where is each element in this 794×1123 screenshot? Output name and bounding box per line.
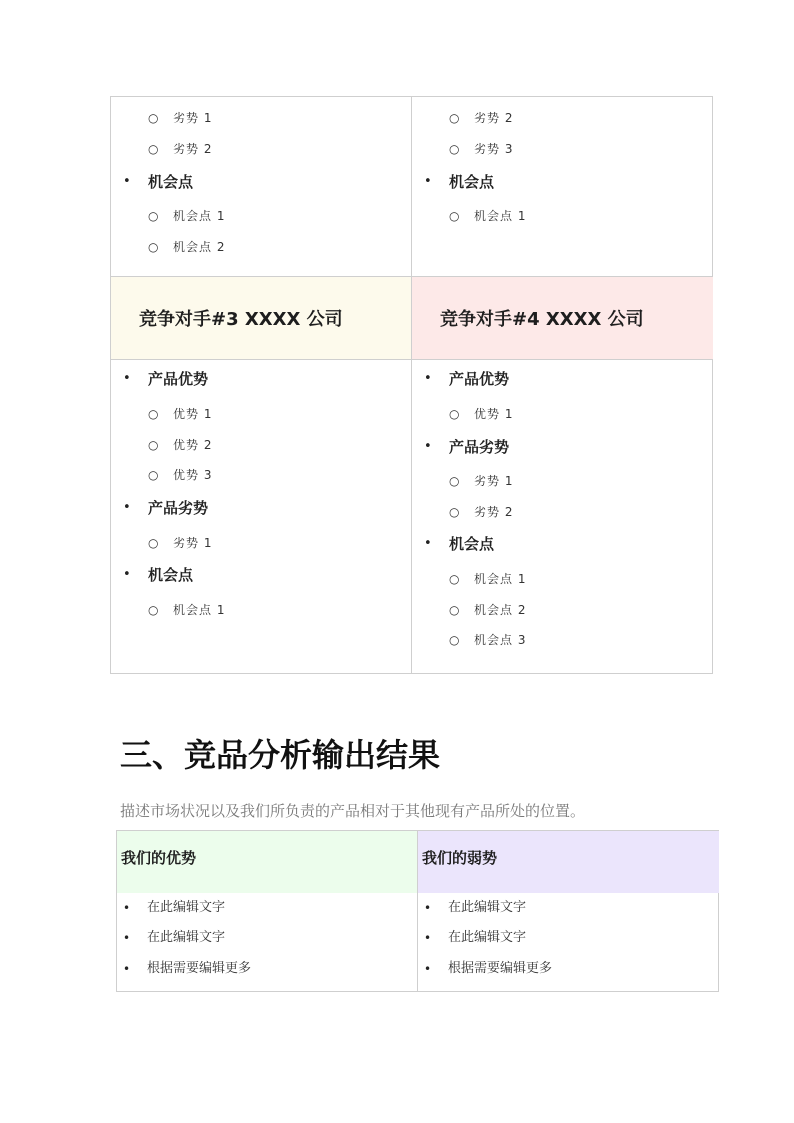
competitor4-title: 竞争对手#4 XXXX 公司 (440, 309, 644, 330)
circle-bullet-icon: ○ (449, 407, 460, 421)
list-item (412, 107, 713, 129)
bullet-icon: • (123, 931, 131, 945)
circle-bullet-icon: ○ (148, 142, 159, 156)
strengths-weaknesses-table (116, 830, 719, 992)
competitor4-header (412, 277, 713, 359)
competitor-list-cell (412, 97, 713, 276)
list-item-text: 产品优势 (449, 370, 510, 388)
list-item-text: 机会点 2 (173, 240, 226, 254)
list-item (111, 107, 411, 129)
list-item (412, 403, 713, 425)
list-item-text: 机会点 (148, 566, 194, 584)
list-item (412, 470, 713, 492)
bullet-icon: • (123, 901, 131, 915)
list-item (412, 568, 713, 590)
list-item (111, 599, 411, 621)
circle-bullet-icon: ○ (148, 240, 159, 254)
competitor4-list-cell (412, 360, 713, 674)
list-item-text: 在此编辑文字 (448, 900, 527, 915)
list-item-text: 优势 3 (173, 468, 213, 482)
list-item (111, 532, 411, 554)
bullet-icon: • (424, 536, 432, 551)
list-item (111, 434, 411, 456)
bullet-icon: • (424, 174, 432, 189)
list-item (111, 497, 411, 519)
list-item-text: 劣势 1 (173, 536, 213, 550)
circle-bullet-icon: ○ (148, 111, 159, 125)
list-item-text: 机会点 3 (474, 633, 527, 647)
list-item (412, 436, 713, 458)
list-item (412, 205, 713, 227)
list-item-text: 根据需要编辑更多 (448, 961, 553, 976)
list-item-text: 劣势 1 (173, 111, 213, 125)
list-item-text: 在此编辑文字 (147, 900, 226, 915)
competitor-grid (110, 96, 713, 674)
list-item (412, 599, 713, 621)
list-item-text: 机会点 (148, 173, 194, 191)
list-item-text: 机会点 1 (173, 603, 226, 617)
circle-bullet-icon: ○ (148, 407, 159, 421)
strengths-title: 我们的优势 (121, 849, 197, 867)
section-description: 描述市场状况以及我们所负责的产品相对于其他现有产品所处的位置。 (120, 802, 586, 820)
list-item (412, 171, 713, 193)
list-item-text: 机会点 (449, 173, 495, 191)
circle-bullet-icon: ○ (449, 505, 460, 519)
bullet-icon: • (424, 371, 432, 386)
circle-bullet-icon: ○ (148, 603, 159, 617)
strengths-header (117, 831, 417, 893)
circle-bullet-icon: ○ (449, 633, 460, 647)
weaknesses-header (418, 831, 719, 893)
competitor3-title: 竞争对手#3 XXXX 公司 (139, 309, 343, 330)
list-item-text: 机会点 1 (474, 572, 527, 586)
list-item (412, 138, 713, 160)
list-item (412, 533, 713, 555)
circle-bullet-icon: ○ (449, 572, 460, 586)
list-item (111, 171, 411, 193)
list-item (412, 629, 713, 651)
list-item-text: 劣势 1 (474, 474, 514, 488)
list-item-text: 劣势 2 (474, 111, 514, 125)
bullet-icon: • (123, 371, 131, 386)
bullet-icon: • (123, 962, 131, 976)
bullet-icon: • (424, 962, 432, 976)
list-item (111, 464, 411, 486)
list-item-text: 在此编辑文字 (448, 930, 527, 945)
list-item-text: 劣势 2 (474, 505, 514, 519)
bullet-icon: • (424, 901, 432, 915)
list-item-text: 优势 1 (173, 407, 213, 421)
list-item-text: 优势 2 (173, 438, 213, 452)
bullet-icon: • (123, 567, 131, 582)
weaknesses-title: 我们的弱势 (422, 849, 498, 867)
list-item-text: 优势 1 (474, 407, 514, 421)
list-item (111, 564, 411, 586)
list-item-text: 劣势 2 (173, 142, 213, 156)
list-item-text: 机会点 2 (474, 603, 527, 617)
list-item (111, 368, 411, 390)
circle-bullet-icon: ○ (148, 209, 159, 223)
list-item (111, 236, 411, 258)
bullet-icon: • (424, 439, 432, 454)
section-heading: 三、竞品分析输出结果 (120, 736, 441, 774)
competitor3-header (111, 277, 411, 359)
list-item-text: 机会点 1 (173, 209, 226, 223)
list-item-text: 根据需要编辑更多 (147, 961, 252, 976)
list-item (111, 403, 411, 425)
list-item-text: 在此编辑文字 (147, 930, 226, 945)
bullet-icon: • (123, 174, 131, 189)
list-item (412, 501, 713, 523)
list-item-text: 产品劣势 (148, 499, 209, 517)
circle-bullet-icon: ○ (449, 603, 460, 617)
list-item-text: 机会点 1 (474, 209, 527, 223)
circle-bullet-icon: ○ (449, 474, 460, 488)
bullet-icon: • (123, 500, 131, 515)
list-item (111, 205, 411, 227)
list-item-text: 劣势 3 (474, 142, 514, 156)
circle-bullet-icon: ○ (148, 468, 159, 482)
circle-bullet-icon: ○ (449, 142, 460, 156)
list-item-text: 产品优势 (148, 370, 209, 388)
list-item (412, 368, 713, 390)
circle-bullet-icon: ○ (449, 111, 460, 125)
circle-bullet-icon: ○ (449, 209, 460, 223)
list-item-text: 产品劣势 (449, 438, 510, 456)
list-item-text: 机会点 (449, 535, 495, 553)
list-item (111, 138, 411, 160)
circle-bullet-icon: ○ (148, 536, 159, 550)
competitor2-list-cell (111, 97, 411, 276)
circle-bullet-icon: ○ (148, 438, 159, 452)
bullet-icon: • (424, 931, 432, 945)
competitor3-list-cell (111, 360, 411, 674)
